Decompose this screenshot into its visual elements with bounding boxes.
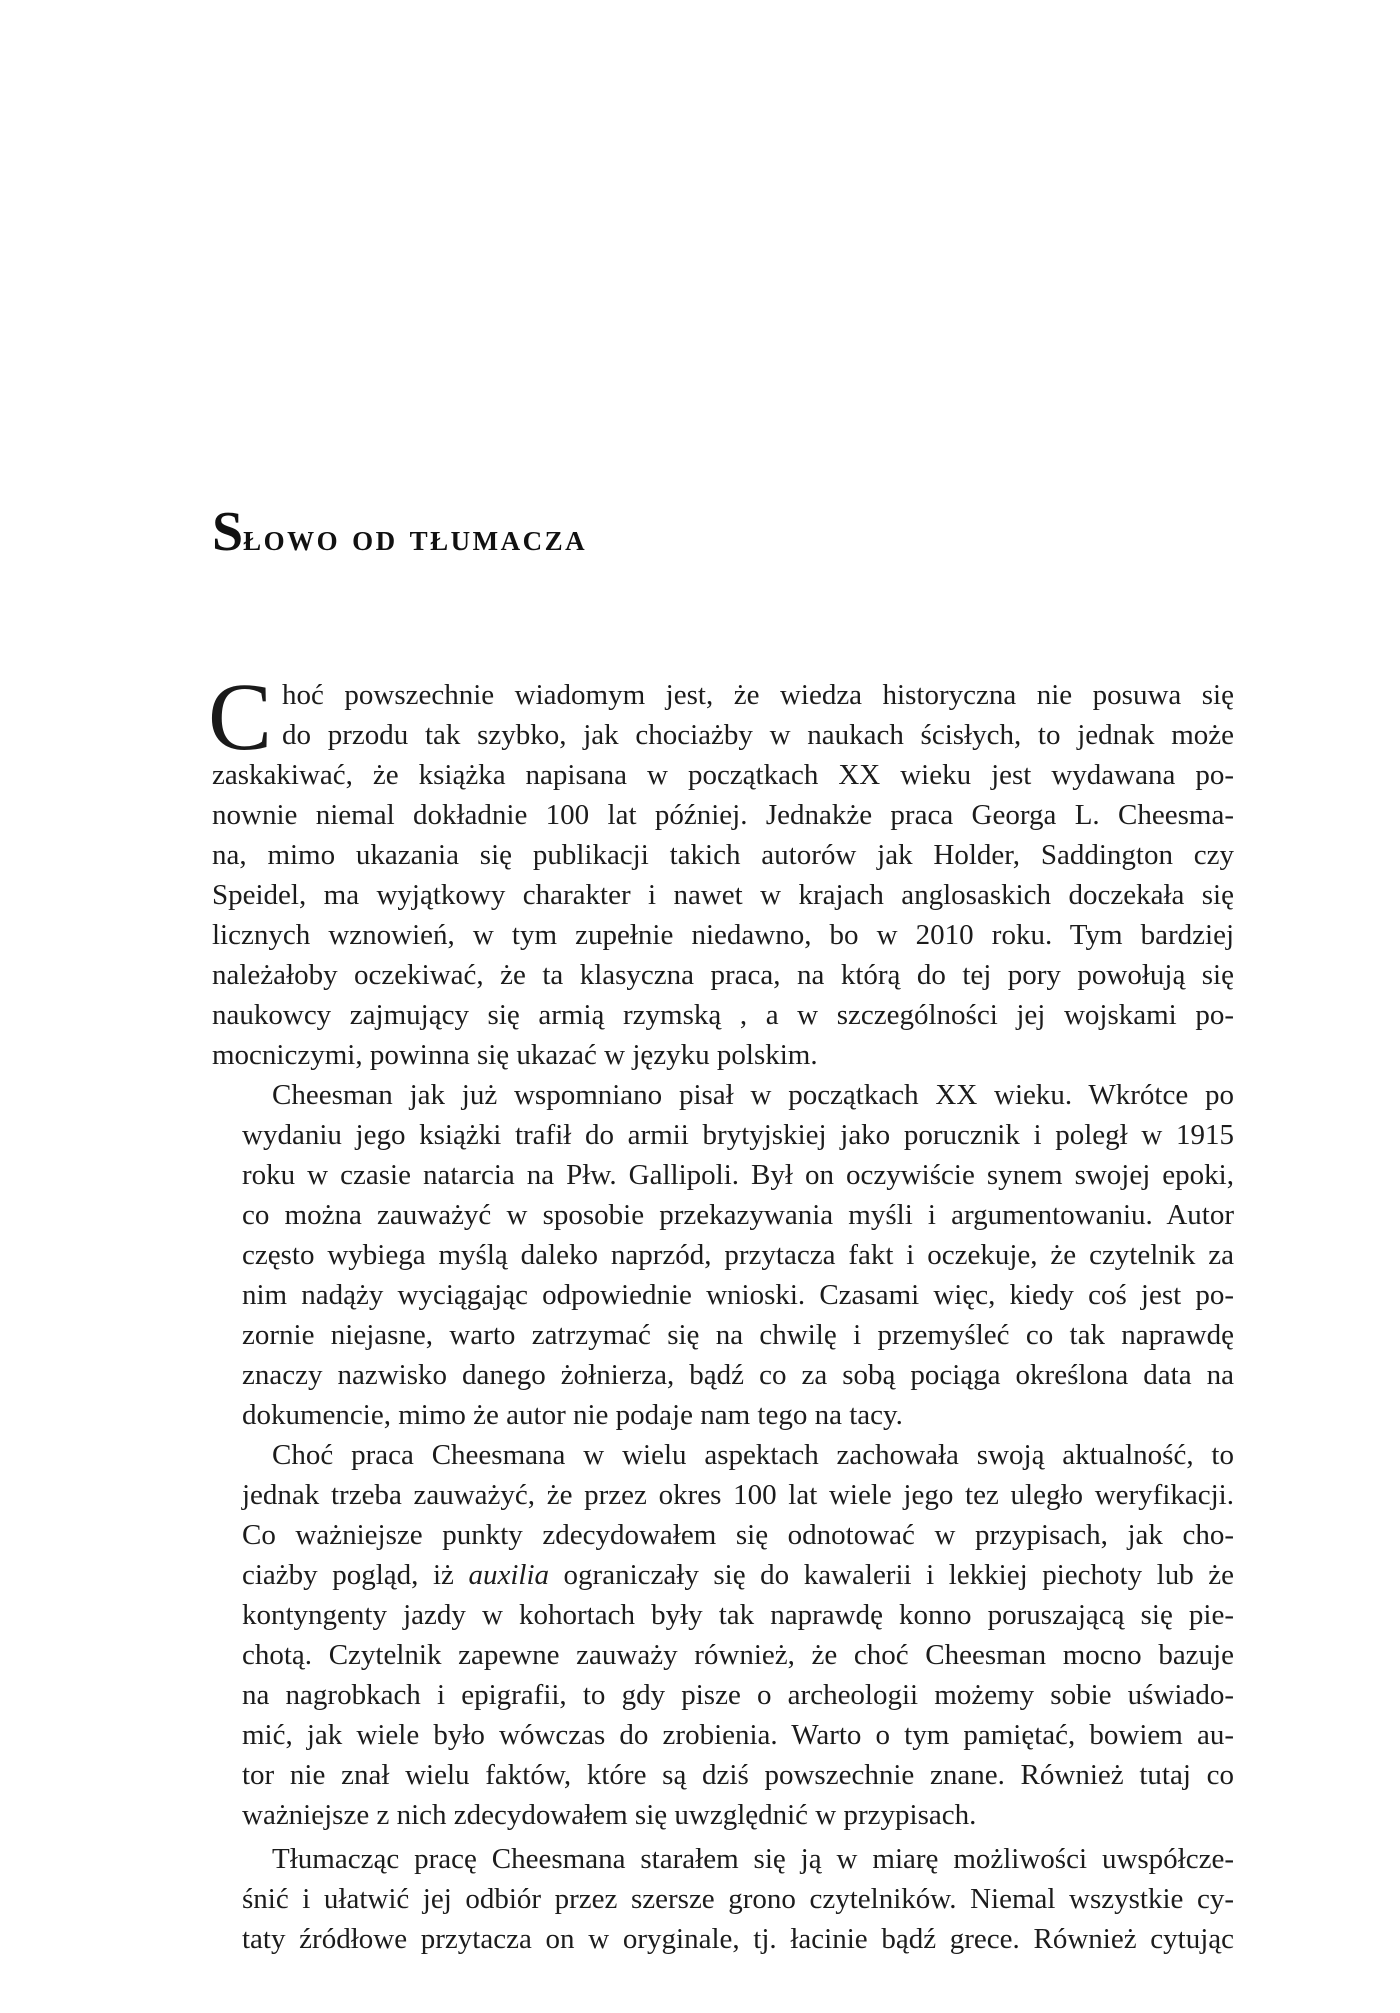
italic-term: auxilia [468, 1559, 549, 1591]
text-line: często wybiega myślą daleko naprzód, przytacza fakt i oczekuje, że czytelnik za [242, 1239, 1234, 1271]
body-text [208, 663, 1234, 1959]
text-line: na nagrobkach i epigrafii, to gdy pisze o archeologii możemy sobie uświado- [242, 1679, 1234, 1711]
text-line: ważniejsze z nich zdecydowałem się uwzględnić w przypisach. [242, 1799, 977, 1831]
text-line: mić, jak wiele było wówczas do zrobienia. Warto o tym pamiętać, bowiem au- [242, 1719, 1234, 1751]
text-line: dokumencie, mimo że autor nie podaje nam tego na tacy. [242, 1399, 903, 1431]
text-line: nownie niemal dokładnie 100 lat później. Jednakże praca Georga L. Cheesma- [212, 799, 1234, 831]
text-line: do przodu tak szybko, jak chociażby w naukach ścisłych, to jednak może [282, 719, 1234, 751]
text-line: zaskakiwać, że książka napisana w początkach XX wieku jest wydawana po- [212, 759, 1234, 791]
text-line: chotą. Czytelnik zapewne zauważy również, że choć Cheesman mocno bazuje [242, 1639, 1234, 1671]
paragraph-3 [212, 1435, 1234, 1835]
text-line: Speidel, ma wyjątkowy charakter i nawet w krajach anglosaskich doczekała się [212, 879, 1234, 911]
text-line: nim nadąży wyciągając odpowiednie wnioski. Czasami więc, kiedy coś jest po- [242, 1279, 1234, 1311]
text-line: Co ważniejsze punkty zdecydowałem się odnotować w przypisach, jak cho- [242, 1519, 1234, 1551]
text-line: hoć powszechnie wiadomym jest, że wiedza historyczna nie posuwa się [282, 679, 1234, 711]
text-line: co można zauważyć w sposobie przekazywania myśli i argumentowaniu. Autor [242, 1199, 1234, 1231]
text-line-italic [212, 1555, 1234, 1595]
text-line: należałoby oczekiwać, że ta klasyczna praca, na którą do tej pory powołują się [212, 959, 1234, 991]
text-line: kontyngenty jazdy w kohortach były tak naprawdę konno poruszającą się pie- [242, 1599, 1234, 1631]
paragraph-1 [208, 663, 1234, 1075]
chapter-title [212, 500, 587, 564]
text-line: Tłumacząc pracę Cheesmana starałem się ją w miarę możliwości uwspółcze- [272, 1843, 1234, 1875]
chapter-title-initial: S [212, 501, 244, 563]
text-line: Choć praca Cheesmana w wielu aspektach zachowała swoją aktualność, to [272, 1439, 1234, 1471]
drop-cap: C [208, 663, 273, 770]
text-line: znaczy nazwisko danego żołnierza, bądź co za sobą pociąga określona data na [242, 1359, 1234, 1391]
chapter-title-rest: łowo od tłumacza [243, 517, 588, 559]
text-fragment: ciażby pogląd, iż [242, 1559, 469, 1591]
paragraph-4 [212, 1839, 1234, 1959]
text-line: Cheesman jak już wspomniano pisał w początkach XX wieku. Wkrótce po [272, 1079, 1234, 1111]
text-line: taty źródłowe przytacza on w oryginale, tj. łacinie bądź grece. Również cytując [242, 1923, 1234, 1955]
text-line: jednak trzeba zauważyć, że przez okres 100 lat wiele jego tez uległo weryfikacji. [242, 1479, 1234, 1511]
text-line: śnić i ułatwić jej odbiór przez szersze grono czytelników. Niemal wszystkie cy- [242, 1883, 1234, 1915]
text-line: na, mimo ukazania się publikacji takich autorów jak Holder, Saddington czy [212, 839, 1234, 871]
paragraph-2 [212, 1075, 1234, 1435]
text-line: tor nie znał wielu faktów, które są dziś powszechnie znane. Również tutaj co [242, 1759, 1234, 1791]
text-line: mocniczymi, powinna się ukazać w języku polskim. [212, 1039, 818, 1071]
text-line: zornie niejasne, warto zatrzymać się na chwilę i przemyśleć co tak naprawdę [242, 1319, 1234, 1351]
text-line: naukowcy zajmujący się armią rzymską , a w szczególności jej wojskami po- [212, 999, 1234, 1031]
text-line: roku w czasie natarcia na Płw. Gallipoli. Był on oczywiście synem swojej epoki, [242, 1159, 1234, 1191]
text-line: wydaniu jego książki trafił do armii brytyjskiej jako porucznik i poległ w 1915 [242, 1119, 1234, 1151]
text-line: licznych wznowień, w tym zupełnie niedawno, bo w 2010 roku. Tym bardziej [212, 919, 1234, 951]
text-fragment: ograniczały się do kawalerii i lekkiej piechoty lub że [549, 1559, 1234, 1591]
